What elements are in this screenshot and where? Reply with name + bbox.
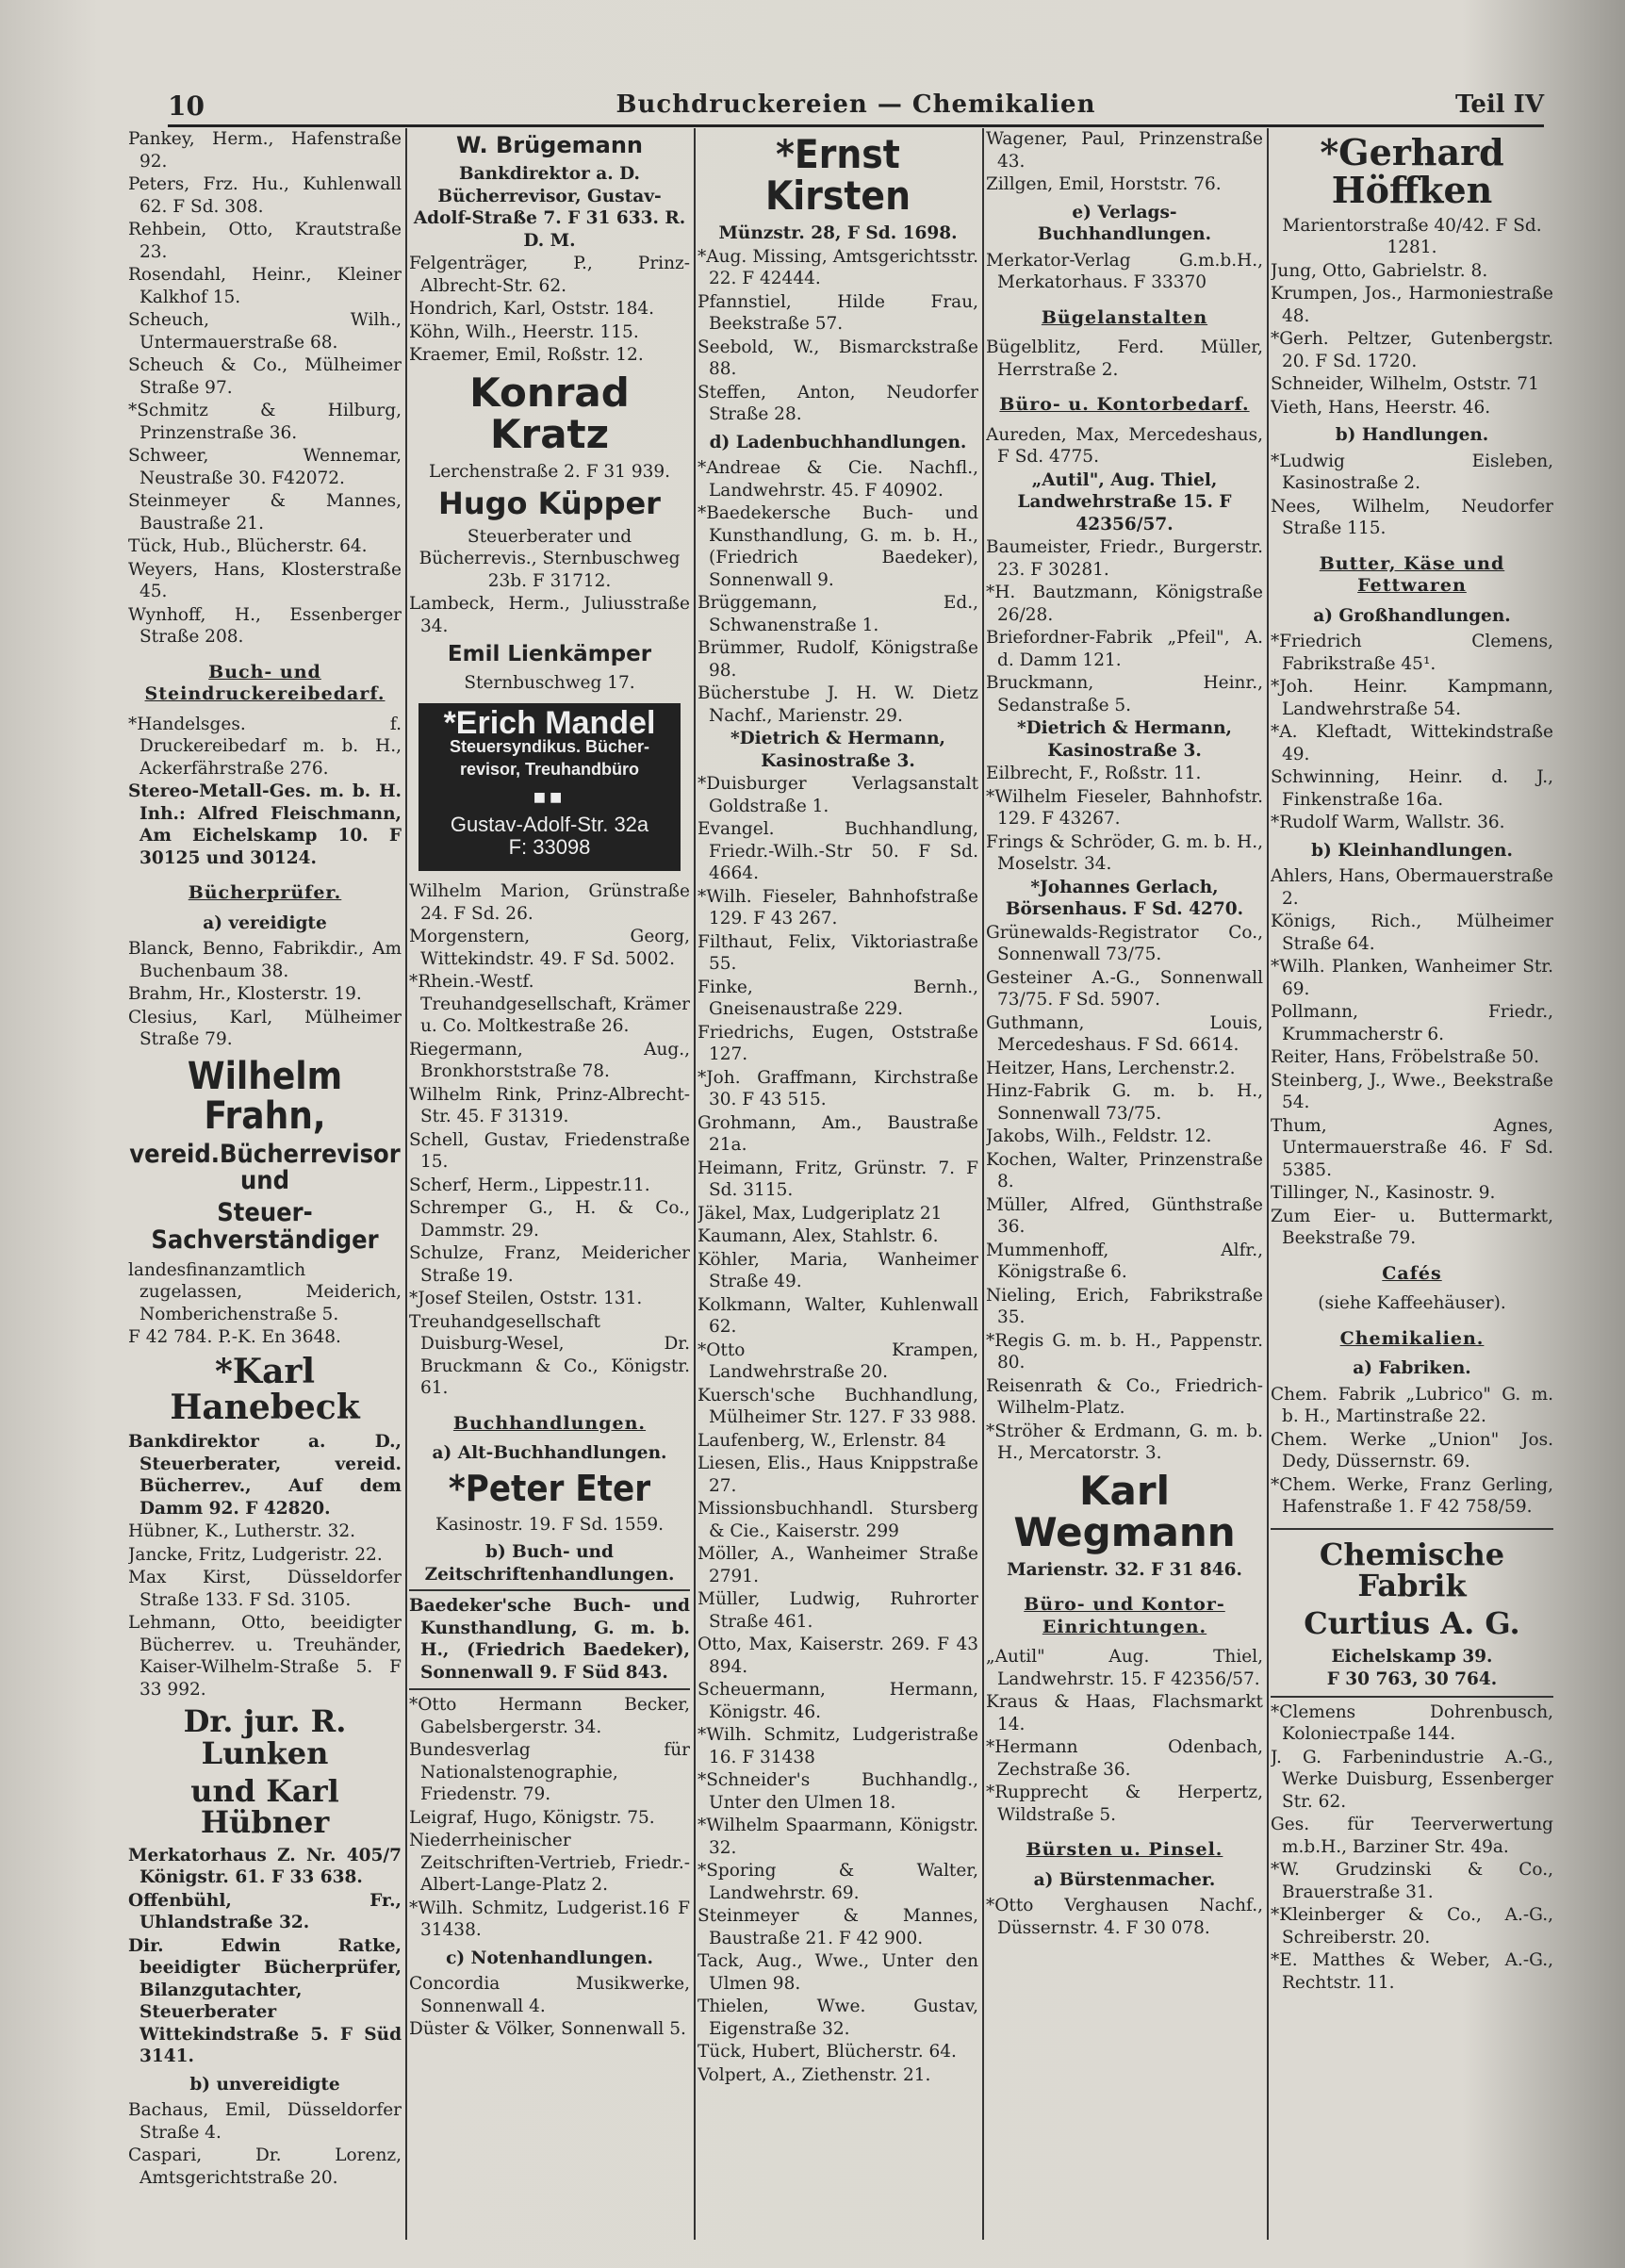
directory-entry: Seebold, W., Bismarckstraße 88. bbox=[698, 337, 978, 380]
column-rule bbox=[1267, 128, 1269, 2240]
directory-entry: „Autil", Aug. Thiel, Landwehrstraße 15. F 42356/57. bbox=[1017, 469, 1232, 534]
column-5 bbox=[1271, 128, 1553, 2240]
directory-entry: Clesius, Karl, Mülheimer Straße 79. bbox=[128, 1007, 402, 1049]
column-1 bbox=[128, 128, 402, 2240]
directory-entry: Müller, Ludwig, Ruhrorter Straße 461. bbox=[698, 1589, 978, 1632]
directory-entry: Steinmeyer & Mannes, Baustraße 21. bbox=[128, 491, 402, 534]
entry-list bbox=[409, 1973, 690, 2041]
directory-entry: Steinberg, J., Wwe., Beekstraße 54. bbox=[1271, 1070, 1553, 1113]
ad-lienkaemper-address: Sternbuschweg 17. bbox=[464, 672, 635, 693]
directory-entry: Reisenrath & Co., Friedrich-Wilhelm-Platz. bbox=[986, 1375, 1263, 1418]
ad-kuepper-text: Steuerberater und Bücherrevis., Sternbuschweg 23b. F 31712. bbox=[419, 526, 681, 591]
directory-entry: Finke, Bernh., Gneisenaustraße 229. bbox=[698, 977, 978, 1020]
ad-mandel-squares: ■■ bbox=[533, 784, 566, 809]
directory-entry: Steinmeyer & Mannes, Baustraße 21. F 42 900. bbox=[698, 1906, 978, 1948]
ad-hoeffken-name: *Gerhard Höffken bbox=[1320, 131, 1504, 211]
directory-entry: *Wilh. Fieseler, Bahnhofstraße 129. F 43 267. bbox=[698, 886, 978, 929]
ad-kratz-name: Konrad Kratz bbox=[469, 369, 630, 457]
ad-curtius-line1: Chemische Fabrik bbox=[1319, 1536, 1505, 1604]
directory-entry: Jancke, Fritz, Ludgeristr. 22. bbox=[128, 1544, 383, 1565]
entry-list bbox=[986, 536, 1263, 716]
directory-entry: Bachaus, Emil, Düsseldorfer Straße 4. bbox=[128, 2100, 402, 2143]
directory-entry: *Wilh. Schmitz, Ludgeristraße 16. F 31438 bbox=[698, 1725, 978, 1767]
directory-entry: *Otto Verghausen Nachf., Düssernstr. 4. F 30 078. bbox=[986, 1896, 1263, 1938]
directory-entry: Zillgen, Emil, Horststr. 76. bbox=[986, 174, 1222, 194]
part-label: Teil IV bbox=[1454, 90, 1544, 119]
ad-eter-address: Kasinostr. 19. F Sd. 1559. bbox=[435, 1514, 665, 1535]
ad-wegmann-name: Karl Wegmann bbox=[1013, 1467, 1236, 1555]
entry-list bbox=[128, 938, 402, 1051]
page-number: 10 bbox=[168, 90, 205, 122]
directory-entry: Lehmann, Otto, beeidigter Bücherrev. u. Treuhänder, Kaiser-Wilhelm-Straße 5. F 33 992. bbox=[128, 1613, 402, 1700]
directory-entry: Scheuch & Co., Mülheimer Straße 97. bbox=[128, 355, 402, 398]
directory-entry: *Otto Krampen, Landwehrstraße 20. bbox=[698, 1339, 978, 1383]
directory-entry: *H. Bautzmann, Königstraße 26/28. bbox=[986, 583, 1263, 625]
directory-entry: *Hermann Odenbach, Zechstraße 36. bbox=[986, 1737, 1263, 1780]
directory-entry: Friedrichs, Eugen, Oststraße 127. bbox=[698, 1022, 978, 1065]
entry-list bbox=[986, 717, 1263, 762]
column-2 bbox=[409, 128, 690, 2240]
directory-entry: *Chem. Werke, Franz Gerling, Hafenstraße 1. F 42 758/59. bbox=[1271, 1474, 1553, 1518]
directory-entry: Brüggemann, Ed., Schwanenstraße 1. bbox=[698, 593, 978, 635]
directory-entry: Wilhelm Rink, Prinz-Albrecht-Str. 45. F 31319. bbox=[409, 1084, 690, 1127]
section-heading: Bügelanstalten bbox=[1041, 306, 1208, 328]
entry-list bbox=[698, 246, 978, 426]
baedeker-box bbox=[409, 1589, 690, 1690]
directory-entry: Peters, Frz. Hu., Kuhlenwall 62. F Sd. 308. bbox=[128, 174, 402, 217]
ad-mandel bbox=[419, 703, 681, 871]
directory-entry: Otto, Max, Kaiserstr. 269. F 43 894. bbox=[698, 1635, 978, 1677]
directory-entry: Düster & Völker, Sonnenwall 5. bbox=[409, 2019, 686, 2039]
directory-entry: Niederrheinischer Zeitschriften-Vertrieb, Friedr.-Albert-Lange-Platz 2. bbox=[409, 1831, 690, 1895]
directory-entry: Aureden, Max, Mercedeshaus, F Sd. 4775. bbox=[986, 424, 1263, 467]
directory-entry: Möller, A., Wanheimer Straße 2791. bbox=[698, 1544, 978, 1586]
entry-list bbox=[986, 1646, 1263, 1826]
directory-entry: Hondrich, Karl, Oststr. 184. bbox=[409, 299, 654, 320]
directory-entry: Rehbein, Otto, Krautstraße 23. bbox=[128, 220, 402, 262]
subsection-heading: a) vereidigte bbox=[203, 912, 327, 933]
directory-entry: *Rhein.-Westf. Treuhandgesellschaft, Krämer u. Co. Moltkestraße 26. bbox=[409, 972, 690, 1037]
directory-entry: Blanck, Benno, Fabrikdir., Am Buchenbaum 38. bbox=[128, 939, 402, 981]
subsection-heading: b) Buch- und Zeitschriftenhandlungen. bbox=[424, 1542, 675, 1585]
subsection-heading: c) Notenhandlungen. bbox=[446, 1948, 653, 1968]
baedeker-entry: Baedeker'sche Buch- und Kunsthandlung, G. m. b. H., (Friedrich Baedeker), Sonnenwall 9. F Süd 843. bbox=[409, 1596, 690, 1683]
ad-wegmann-address: Marienstr. 32. F 31 846. bbox=[1007, 1559, 1242, 1580]
subsection-heading: d) Ladenbuchhandlungen. bbox=[709, 432, 967, 452]
directory-entry: Evangel. Buchhandlung, Friedr.-Wilh.-Str 50. F Sd. 4664. bbox=[698, 819, 978, 884]
directory-entry: Kraus & Haas, Flachsmarkt 14. bbox=[986, 1692, 1263, 1734]
directory-entry: Merkator-Verlag G.m.b.H., Merkatorhaus. F 33370 bbox=[986, 250, 1263, 292]
directory-entry: *Josef Steilen, Oststr. 131. bbox=[409, 1289, 643, 1309]
entry-list bbox=[1271, 451, 1553, 540]
directory-entry: F 42 784. P.-K. En 3648. bbox=[128, 1327, 341, 1348]
directory-entry: Treuhandgesellschaft Duisburg-Wesel, Dr. Bruckmann & Co., Königstr. 61. bbox=[409, 1311, 690, 1399]
directory-entry: Schulze, Franz, Meidericher Straße 19. bbox=[409, 1243, 690, 1286]
directory-entry: *Otto Hermann Becker, Gabelsbergerstr. 34. bbox=[409, 1695, 690, 1737]
directory-entry: Eilbrecht, F., Roßstr. 11. bbox=[986, 764, 1202, 783]
directory-entry: Concordia Musikwerke, Sonnenwall 4. bbox=[409, 1974, 690, 2016]
directory-entry: *Johannes Gerlach, Börsenhaus. F Sd. 4270. bbox=[1005, 877, 1244, 919]
ad-lunken-line1: Dr. jur. R. Lunken bbox=[183, 1703, 347, 1772]
directory-entry: *W. Grudzinski & Co., Brauerstraße 31. bbox=[1271, 1860, 1553, 1902]
directory-entry: Kuersch'sche Buchhandlung, Mülheimer Str. 127. F 33 988. bbox=[698, 1385, 978, 1428]
entry-list bbox=[698, 457, 978, 727]
directory-entry: Heitzer, Hans, Lerchenstr.2. bbox=[986, 1058, 1236, 1078]
ad-lunken-line2: und Karl Hübner bbox=[190, 1772, 339, 1841]
directory-entry: Brümmer, Rudolf, Königstraße 98. bbox=[698, 638, 978, 681]
directory-entry: *Dietrich & Hermann, Kasinostraße 3. bbox=[730, 729, 946, 771]
directory-entry: Müller, Alfred, Günthstraße 36. bbox=[986, 1194, 1263, 1237]
directory-entry: Stereo-Metall-Ges. m. b. H. Inh.: Alfred Fleischmann, Am Eichelskamp 10. F 30125 und 30124. bbox=[128, 781, 402, 868]
directory-entry: *Kleinberger & Co., A.-G., Schreiberstr. 20. bbox=[1271, 1905, 1553, 1948]
entry-list bbox=[698, 886, 978, 2087]
section-heading: Cafés bbox=[1382, 1262, 1442, 1284]
directory-entry: Wilhelm Marion, Grünstraße 24. F Sd. 26. bbox=[409, 881, 690, 924]
directory-entry: Scheuch, Wilh., Untermauerstraße 68. bbox=[128, 310, 402, 353]
subsection-heading: a) Alt-Buchhandlungen. bbox=[432, 1443, 667, 1464]
directory-entry: Bücherstube J. H. W. Dietz Nachf., Marienstr. 29. bbox=[698, 683, 978, 726]
directory-entry: Grohmann, Am., Baustraße 21a. bbox=[698, 1112, 978, 1156]
directory-entry: Schremper G., H. & Co., Dammstr. 29. bbox=[409, 1198, 690, 1241]
directory-entry: *Schmitz & Hilburg, Prinzenstraße 36. bbox=[128, 401, 402, 443]
directory-entry: Köhn, Wilh., Heerstr. 115. bbox=[409, 321, 639, 342]
entry-list bbox=[409, 880, 690, 1400]
directory-entry: Laufenberg, W., Erlenstr. 84 bbox=[698, 1430, 946, 1451]
entry-list bbox=[1271, 1747, 1553, 1995]
directory-entry: Königs, Rich., Mülheimer Straße 64. bbox=[1271, 912, 1553, 954]
directory-entry: *Schneider's Buchhandlg., Unter den Ulmen 18. bbox=[698, 1770, 978, 1813]
entry-list bbox=[986, 922, 1263, 1465]
entry-list bbox=[986, 763, 1263, 876]
directory-entry: Jung, Otto, Gabrielstr. 8. bbox=[1271, 260, 1488, 281]
directory-entry: Tack, Aug., Wwe., Unter den Ulmen 98. bbox=[698, 1951, 978, 1994]
ad-frahn-line2: vereid.Bücherrevisor und bbox=[129, 1139, 401, 1195]
directory-entry: Heimann, Fritz, Grünstr. 7. F Sd. 3115. bbox=[698, 1158, 978, 1201]
entry-list bbox=[986, 877, 1263, 921]
directory-entry: Briefordner-Fabrik „Pfeil", A. d. Damm 121. bbox=[986, 628, 1263, 670]
directory-entry: Steffen, Anton, Neudorfer Straße 28. bbox=[698, 382, 978, 425]
cross-reference: (siehe Kaffeehäuser). bbox=[1318, 1293, 1506, 1314]
directory-entry: Tück, Hub., Blücherstr. 64. bbox=[128, 536, 368, 556]
entry-list bbox=[409, 1694, 690, 1942]
directory-entry: Schweer, Wennemar, Neustraße 30. F42072. bbox=[128, 446, 402, 488]
directory-entry: Bankdirektor a. D., Steuerberater, vereid. Bücherrev., Auf dem Damm 92. F 42820. bbox=[128, 1432, 402, 1519]
section-heading: Butter, Käse und Fettwaren bbox=[1319, 552, 1505, 597]
directory-entry: Baumeister, Friedr., Burgerstr. 23. F 30281. bbox=[986, 537, 1263, 580]
entry-list bbox=[128, 1845, 402, 2068]
directory-entry: Filthaut, Felix, Viktoriastraße 55. bbox=[698, 931, 978, 975]
directory-entry: Tück, Hubert, Blücherstr. 64. bbox=[698, 2042, 957, 2063]
column-3 bbox=[698, 128, 978, 2240]
directory-entry: Schell, Gustav, Friedenstraße 15. bbox=[409, 1129, 690, 1173]
directory-entry: Volpert, A., Ziethenstr. 21. bbox=[698, 2064, 931, 2085]
directory-entry: Scherf, Herm., Lippestr.11. bbox=[409, 1175, 650, 1195]
directory-entry: landesfinanzamtlich zugelassen, Meiderich, Nomberichenstraße 5. bbox=[128, 1259, 402, 1324]
directory-entry: Dir. Edwin Ratke, beeidigter Bücherprüfer, Bilanzgutachter, Steuerberater Wittekindstraße 5. F Süd 3141. bbox=[128, 1935, 402, 2067]
directory-entry: *Ludwig Eisleben, Kasinostraße 2. bbox=[1271, 451, 1553, 494]
entry-list bbox=[698, 818, 978, 885]
directory-entry: Mummenhoff, Alfr., Königstraße 6. bbox=[986, 1240, 1263, 1282]
directory-entry: Bundesverlag für Nationalstenographie, Friedenstr. 79. bbox=[409, 1740, 690, 1804]
section-heading: Chemikalien. bbox=[1339, 1327, 1485, 1349]
directory-entry: *Friedrich Clemens, Fabrikstraße 45¹. bbox=[1271, 632, 1553, 674]
directory-entry: *Wilh. Schmitz, Ludgerist.16 F 31438. bbox=[409, 1898, 690, 1940]
entry-list bbox=[986, 250, 1263, 294]
directory-entry: Grünewalds-Registrator Co., Sonnenwall 73/75. bbox=[986, 922, 1263, 964]
directory-entry: Offenbühl, Fr., Uhlandstraße 32. bbox=[128, 1890, 402, 1933]
ad-curtius-address: Eichelskamp 39. bbox=[1331, 1646, 1493, 1667]
ad-mandel-name: *Erich Mandel bbox=[443, 705, 656, 742]
directory-entry: Krumpen, Jos., Harmoniestraße 48. bbox=[1271, 284, 1553, 326]
directory-entry: Gesteiner A.-G., Sonnenwall 73/75. F Sd. 5907. bbox=[986, 967, 1263, 1010]
directory-entry: Vieth, Hans, Heerstr. 46. bbox=[1271, 397, 1491, 418]
ad-kirsten-address: Münzstr. 28, F Sd. 1698. bbox=[718, 223, 958, 244]
section-heading: Buch- und Steindruckereibedarf. bbox=[144, 661, 386, 704]
entry-list bbox=[986, 424, 1263, 468]
directory-entry: Riegermann, Aug., Bronkhorststraße 78. bbox=[409, 1039, 690, 1082]
directory-entry: Thielen, Wwe. Gustav, Eigenstraße 32. bbox=[698, 1997, 978, 2039]
entry-list bbox=[986, 1895, 1263, 1939]
ad-curtius-phone: F 30 763, 30 764. bbox=[1326, 1669, 1498, 1690]
directory-entry: Köhler, Maria, Wanheimer Straße 49. bbox=[698, 1249, 978, 1292]
directory-entry: Weyers, Hans, Klosterstraße 45. bbox=[128, 559, 402, 601]
entry-list bbox=[1271, 631, 1553, 834]
entry-list bbox=[128, 781, 402, 869]
ad-curtius bbox=[1271, 1528, 1553, 1698]
directory-entry: Chem. Fabrik „Lubrico" G. m. b. H., Martinstraße 22. bbox=[1271, 1384, 1553, 1427]
directory-entry: Ges. für Teerverwertung m.b.H., Barziner Str. 49a. bbox=[1271, 1815, 1553, 1857]
column-rule bbox=[405, 128, 407, 2240]
ad-frahn-line3: Steuer-Sachverständiger bbox=[151, 1198, 379, 1255]
directory-entry: Thum, Agnes, Untermauerstraße 46. F Sd. 5385. bbox=[1271, 1115, 1553, 1180]
entry-list bbox=[128, 1431, 402, 1520]
entry-list bbox=[1271, 865, 1553, 1250]
entry-list bbox=[698, 773, 978, 817]
directory-entry: Nieling, Erich, Fabrikstraße 35. bbox=[986, 1285, 1263, 1327]
ad-mandel-address: Gustav-Adolf-Str. 32a bbox=[450, 813, 649, 837]
directory-entry: Felgenträger, P., Prinz-Albrecht-Str. 62. bbox=[409, 254, 690, 296]
directory-entry: J. G. Farbenindustrie A.-G., Werke Duisburg, Essenberger Str. 62. bbox=[1271, 1747, 1553, 1812]
directory-entry: *Regis G. m. b. H., Pappenstr. 80. bbox=[986, 1330, 1263, 1372]
directory-entry: Ahlers, Hans, Obermauerstraße 2. bbox=[1271, 866, 1553, 909]
entry-list bbox=[128, 128, 402, 649]
directory-entry: Schneider, Wilhelm, Oststr. 71 bbox=[1271, 374, 1539, 395]
columns bbox=[121, 128, 1553, 2240]
entry-list bbox=[698, 728, 978, 772]
directory-entry: Hinz-Fabrik G. m. b. H., Sonnenwall 73/75. bbox=[986, 1081, 1263, 1124]
ad-curtius-line2: Curtius A. G. bbox=[1304, 1604, 1520, 1641]
running-title: Buchdruckereien — Chemikalien bbox=[616, 90, 1096, 119]
directory-entry: Pollmann, Friedr., Krummacherstr 6. bbox=[1271, 1002, 1553, 1044]
directory-entry: Pankey, Herm., Hafenstraße 92. bbox=[128, 129, 402, 172]
directory-entry: *Joh. Graffmann, Kirchstraße 30. F 43 515. bbox=[698, 1067, 978, 1110]
subsection-heading: b) Handlungen. bbox=[1335, 425, 1489, 446]
entry-list bbox=[409, 253, 690, 367]
directory-entry: Kraemer, Emil, Roßstr. 12. bbox=[409, 345, 644, 366]
ad-mandel-sub2: revisor, Treuhandbüro bbox=[459, 759, 640, 779]
entry-list bbox=[1271, 1701, 1553, 1746]
directory-entry: *Rupprecht & Herpertz, Wildstraße 5. bbox=[986, 1783, 1263, 1825]
page-header bbox=[168, 87, 1544, 127]
directory-entry: *Wilhelm Fieseler, Bahnhofstr. 129. F 43267. bbox=[986, 786, 1263, 829]
directory-entry: Pfannstiel, Hilde Frau, Beekstraße 57. bbox=[698, 291, 978, 335]
subsection-heading: a) Großhandlungen. bbox=[1313, 605, 1511, 626]
directory-entry: Liesen, Elis., Haus Knippstraße 27. bbox=[698, 1454, 978, 1496]
subsection-heading: a) Fabriken. bbox=[1353, 1358, 1471, 1379]
directory-entry: Rosendahl, Heinr., Kleiner Kalkhof 15. bbox=[128, 265, 402, 307]
directory-entry: Missionsbuchhandl. Stursberg & Cie., Kaiserstr. 299 bbox=[698, 1499, 978, 1541]
directory-entry: Brahm, Hr., Klosterstr. 19. bbox=[128, 984, 362, 1004]
entry-list bbox=[128, 1259, 402, 1349]
column-4 bbox=[986, 128, 1263, 2240]
directory-entry: Wagener, Paul, Prinzenstraße 43. bbox=[986, 129, 1263, 172]
directory-entry: „Autil" Aug. Thiel, Landwehrstr. 15. F 42356/57. bbox=[986, 1647, 1263, 1689]
entry-list bbox=[986, 128, 1263, 196]
directory-entry: Scheuermann, Hermann, Königstr. 46. bbox=[698, 1680, 978, 1722]
directory-entry: Max Kirst, Düsseldorfer Straße 133. F Sd. 3105. bbox=[128, 1568, 402, 1610]
ad-hoeffken-address: Marientorstraße 40/42. F Sd. 1281. bbox=[1282, 215, 1542, 258]
directory-entry: *Handelsges. f. Druckereibedarf m. b. H., Ackerfährstraße 276. bbox=[128, 714, 402, 779]
section-heading: Bürsten u. Pinsel. bbox=[1026, 1839, 1223, 1861]
directory-entry: *Gerh. Peltzer, Gutenbergstr. 20. F Sd. 1720. bbox=[1271, 329, 1553, 371]
section-heading: Büro- u. Kontorbedarf. bbox=[999, 394, 1250, 415]
ad-eter-name: *Peter Eter bbox=[448, 1467, 651, 1509]
section-heading: Buchhandlungen. bbox=[452, 1412, 647, 1434]
directory-entry: Merkatorhaus Z. Nr. 405/7 Königstr. 61. F 33 638. bbox=[128, 1845, 402, 1888]
directory-entry: *Aug. Missing, Amtsgerichtsstr. 22. F 42444. bbox=[698, 246, 978, 289]
directory-entry: *Wilh. Planken, Wanheimer Str. 69. bbox=[1271, 957, 1553, 999]
directory-entry: Reiter, Hans, Fröbelstraße 50. bbox=[1271, 1047, 1540, 1068]
directory-entry: Leigraf, Hugo, Königstr. 75. bbox=[409, 1807, 655, 1828]
directory-entry: Lambeck, Herm., Juliusstraße 34. bbox=[409, 594, 690, 636]
ad-kuepper-name: Hugo Küpper bbox=[438, 485, 661, 522]
ad-mandel-phone: F: 33098 bbox=[508, 834, 591, 859]
directory-entry: *Baedekersche Buch- und Kunsthandlung, G. m. b. H., (Friedrich Baedeker), Sonnenwall 9. bbox=[698, 503, 978, 590]
entry-list bbox=[986, 337, 1263, 381]
directory-entry: Guthmann, Louis, Mercedeshaus. F Sd. 6614. bbox=[986, 1012, 1263, 1055]
directory-entry: Jakobs, Wilh., Feldstr. 12. bbox=[986, 1126, 1212, 1146]
entry-list bbox=[1271, 260, 1553, 419]
directory-entry: *A. Kleftadt, Wittekindstraße 49. bbox=[1271, 722, 1553, 764]
subsection-heading: a) Bürstenmacher. bbox=[1033, 1869, 1216, 1890]
directory-entry: Nees, Wilhelm, Neudorfer Straße 115. bbox=[1271, 496, 1553, 539]
entry-list bbox=[986, 469, 1263, 536]
ad-kirsten-name: *Ernst Kirsten bbox=[765, 131, 911, 220]
entry-list bbox=[128, 2099, 402, 2189]
directory-entry: Chem. Werke „Union" Jos. Dedy, Düssernstr. 69. bbox=[1271, 1429, 1553, 1472]
entry-list bbox=[1271, 1384, 1553, 1519]
ad-lienkaemper-name: Emil Lienkämper bbox=[447, 642, 652, 667]
subsection-heading: e) Verlags-Buchhandlungen. bbox=[1037, 202, 1212, 244]
directory-entry: Schwinning, Heinr. d. J., Finkenstraße 16a. bbox=[1271, 767, 1553, 810]
ad-bruegemann-text: Bankdirektor a. D. Bücherrevisor, Gustav-Adolf-Straße 7. F 31 633. R. D. M. bbox=[413, 164, 686, 251]
directory-entry: *Duisburger Verlagsanstalt Goldstraße 1. bbox=[698, 774, 978, 816]
directory-entry: Tillinger, N., Kasinostr. 9. bbox=[1271, 1183, 1496, 1204]
subsection-heading: b) Kleinhandlungen. bbox=[1311, 840, 1513, 861]
entry-list bbox=[128, 714, 402, 781]
column-rule bbox=[982, 128, 984, 2240]
directory-entry: *E. Matthes & Weber, A.-G., Rechtstr. 11. bbox=[1271, 1950, 1553, 1993]
section-heading: Büro- und Kontor-Einrichtungen. bbox=[1024, 1594, 1225, 1637]
ad-kratz-address: Lerchenstraße 2. F 31 939. bbox=[428, 461, 671, 482]
directory-entry: Jäkel, Max, Ludgeriplatz 21 bbox=[698, 1203, 943, 1224]
directory-entry: Bruckmann, Heinr., Sedanstraße 5. bbox=[986, 673, 1263, 715]
ad-frahn-name: Wilhelm Frahn, bbox=[187, 1054, 343, 1138]
directory-entry: Hübner, K., Lutherstr. 32. bbox=[128, 1521, 356, 1542]
section-heading: Bücherprüfer. bbox=[188, 882, 342, 903]
directory-entry: Morgenstern, Georg, Wittekindstr. 49. F Sd. 5002. bbox=[409, 927, 690, 969]
directory-entry: Bügelblitz, Ferd. Müller, Herrstraße 2. bbox=[986, 337, 1263, 380]
ad-bruegemann-name: W. Brügemann bbox=[455, 132, 644, 158]
directory-entry: *Wilhelm Spaarmann, Königstr. 32. bbox=[698, 1816, 978, 1858]
subsection-heading: b) unvereidigte bbox=[189, 2074, 340, 2095]
entry-list bbox=[128, 1520, 402, 1701]
directory-entry: *Clemens Dohrenbusch, Kolonieстраße 144. bbox=[1271, 1701, 1553, 1745]
entry-list bbox=[409, 593, 690, 637]
directory-entry: *Sporing & Walter, Landwehrstr. 69. bbox=[698, 1861, 978, 1903]
directory-entry: Kaumann, Alex, Stahlstr. 6. bbox=[698, 1226, 939, 1247]
directory-entry: Zum Eier- u. Buttermarkt, Beekstraße 79. bbox=[1271, 1206, 1553, 1249]
directory-entry: Caspari, Dr. Lorenz, Amtsgerichtstraße 20. bbox=[128, 2145, 402, 2188]
directory-entry: Kolkmann, Walter, Kuhlenwall 62. bbox=[698, 1294, 978, 1338]
directory-entry: *Ströher & Erdmann, G. m. b. H., Mercatorstr. 3. bbox=[986, 1421, 1263, 1463]
directory-entry: Wynhoff, H., Essenberger Straße 208. bbox=[128, 604, 402, 647]
column-rule bbox=[694, 128, 696, 2240]
ad-hanebeck-name: *Karl Hanebeck bbox=[170, 1351, 360, 1427]
directory-entry: Kochen, Walter, Prinzenstraße 8. bbox=[986, 1149, 1263, 1192]
directory-entry: *Andreae & Cie. Nachfl., Landwehrstr. 45. F 40902. bbox=[698, 458, 978, 501]
directory-entry: *Dietrich & Hermann, Kasinostraße 3. bbox=[1016, 718, 1233, 761]
ad-mandel-sub1: Steuersyndikus. Bücher- bbox=[449, 736, 650, 756]
directory-entry: *Joh. Heinr. Kampmann, Landwehrstraße 54. bbox=[1271, 677, 1553, 719]
directory-entry: Frings & Schröder, G. m. b. H., Moselstr. 34. bbox=[986, 831, 1263, 874]
directory-entry: *Rudolf Warm, Wallstr. 36. bbox=[1271, 813, 1505, 833]
